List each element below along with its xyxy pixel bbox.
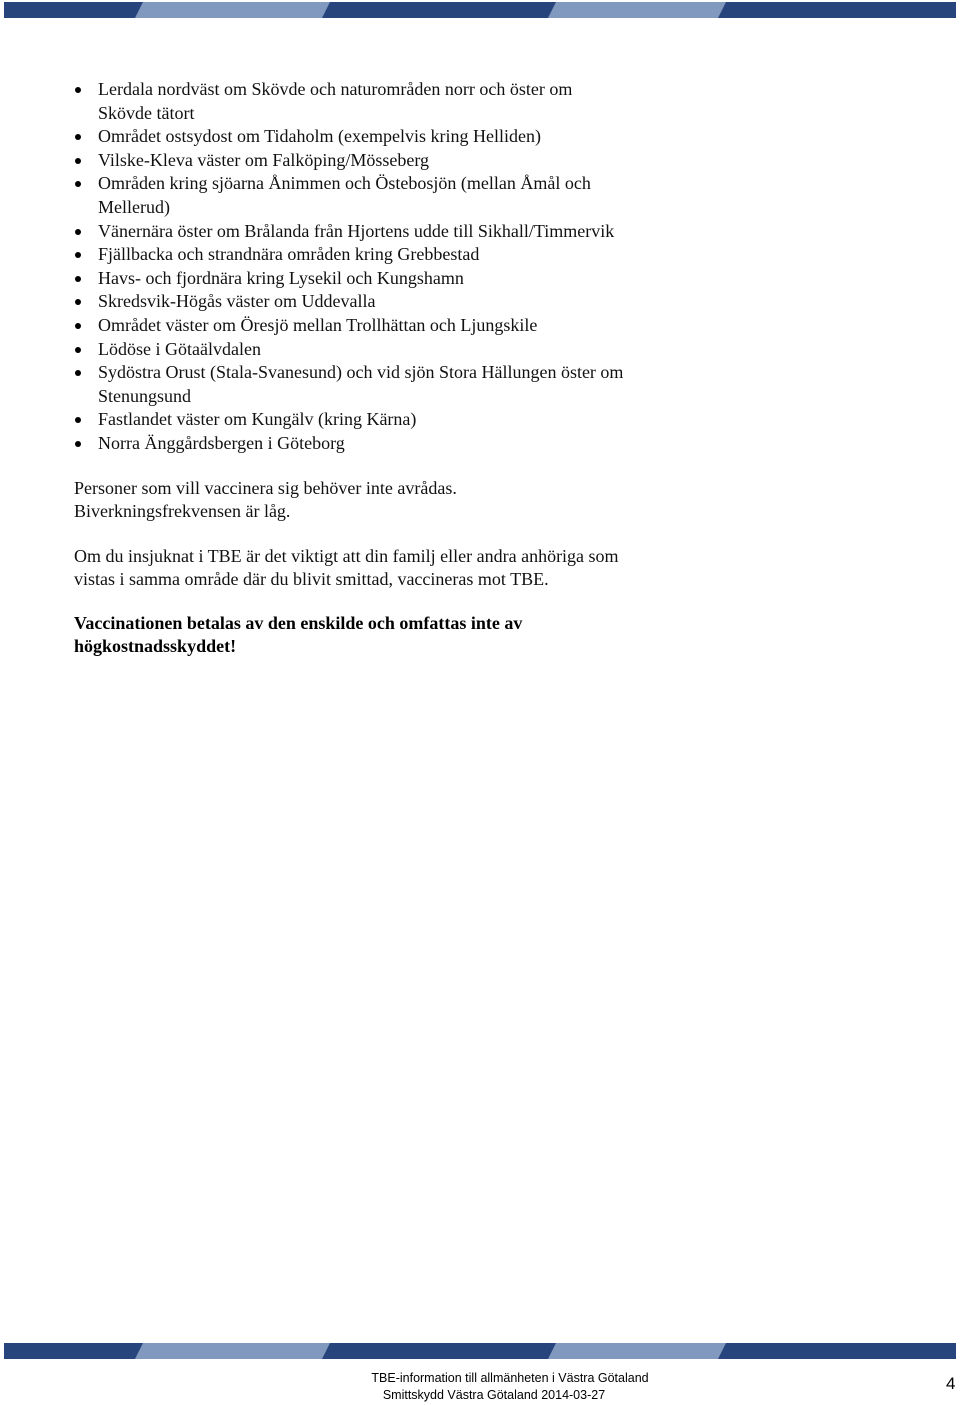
list-item-line: Områden kring sjöarna Ånimmen och Östebosjön (mellan Åmål och [98, 173, 591, 194]
list-item-line: Skredsvik-Högås väster om Uddevalla [98, 291, 376, 312]
bullet-icon [75, 276, 81, 282]
footer-title: TBE-information till allmänheten i Västra Götaland [371, 1371, 649, 1385]
list-item-line: Området ostsydost om Tidaholm (exempelvis kring Helliden) [98, 126, 541, 147]
list-item [98, 290, 623, 314]
paragraph-line: vistas i samma område där du blivit smittad, vaccineras mot TBE. [74, 568, 549, 589]
bullet-icon [75, 299, 81, 305]
list-item [98, 220, 623, 244]
list-item [98, 267, 623, 291]
cost-notice-paragraph [74, 612, 522, 657]
bullet-icon [75, 229, 81, 235]
list-item-line: Norra Änggårdsbergen i Göteborg [98, 432, 345, 453]
list-item-line: Vänernära öster om Brålanda från Hjortens udde till Sikhall/Timmervik [98, 220, 615, 241]
list-item-line: Stenungsund [98, 385, 192, 406]
list-item [98, 314, 623, 338]
region-bullet-list [98, 78, 623, 456]
list-item [98, 125, 623, 149]
bullet-icon [75, 87, 81, 93]
list-item-line: Lerdala nordväst om Skövde och naturområden norr och öster om [98, 79, 573, 99]
bullet-icon [75, 323, 81, 329]
paragraph-line: högkostnadsskyddet! [74, 635, 237, 656]
list-item-line: Havs- och fjordnära kring Lysekil och Kungshamn [98, 267, 464, 288]
list-item [98, 149, 623, 173]
family-advice-paragraph [74, 545, 619, 590]
paragraph-line: Biverkningsfrekvensen är låg. [74, 500, 291, 521]
vaccination-advice-paragraph [74, 477, 457, 522]
bullet-icon [75, 252, 81, 258]
bullet-icon [75, 441, 81, 447]
list-item [98, 243, 623, 267]
bottom-banner-graphic [4, 1343, 956, 1359]
bullet-icon [75, 347, 81, 353]
top-banner-graphic [4, 2, 956, 18]
list-item [98, 408, 623, 432]
paragraph-line: Vaccinationen betalas av den enskilde och omfattas inte av [74, 613, 523, 633]
list-item [98, 361, 623, 408]
paragraph-line: Personer som vill vaccinera sig behöver inte avrådas. [74, 478, 457, 498]
bottom-banner [4, 1343, 956, 1359]
list-item-line: Vilske-Kleva väster om Falköping/Mösseberg [98, 149, 430, 170]
bullet-icon [75, 417, 81, 423]
list-item-line: Sydöstra Orust (Stala-Svanesund) och vid sjön Stora Hällungen öster om [98, 362, 624, 383]
list-item [98, 338, 623, 362]
top-banner [4, 2, 956, 18]
list-item-line: Fjällbacka och strandnära områden kring Grebbestad [98, 244, 480, 265]
list-item-line: Området väster om Öresjö mellan Trollhättan och Ljungskile [98, 314, 538, 335]
bullet-icon [75, 158, 81, 164]
list-item [98, 78, 623, 125]
page-number: 4 [946, 1374, 956, 1393]
list-item-line: Lödöse i Götaälvdalen [98, 338, 261, 359]
list-item-line: Mellerud) [98, 196, 170, 217]
paragraph-line: Om du insjuknat i TBE är det viktigt att din familj eller andra anhöriga som [74, 546, 619, 566]
list-item [98, 172, 623, 219]
bullet-icon [75, 181, 81, 187]
list-item-line: Fastlandet väster om Kungälv (kring Kärna) [98, 409, 417, 430]
footer-source-date: Smittskydd Västra Götaland 2014-03-27 [382, 1388, 606, 1402]
bullet-icon [75, 134, 81, 140]
bullet-icon [75, 370, 81, 376]
list-item-line: Skövde tätort [98, 102, 195, 123]
list-item [98, 432, 623, 456]
